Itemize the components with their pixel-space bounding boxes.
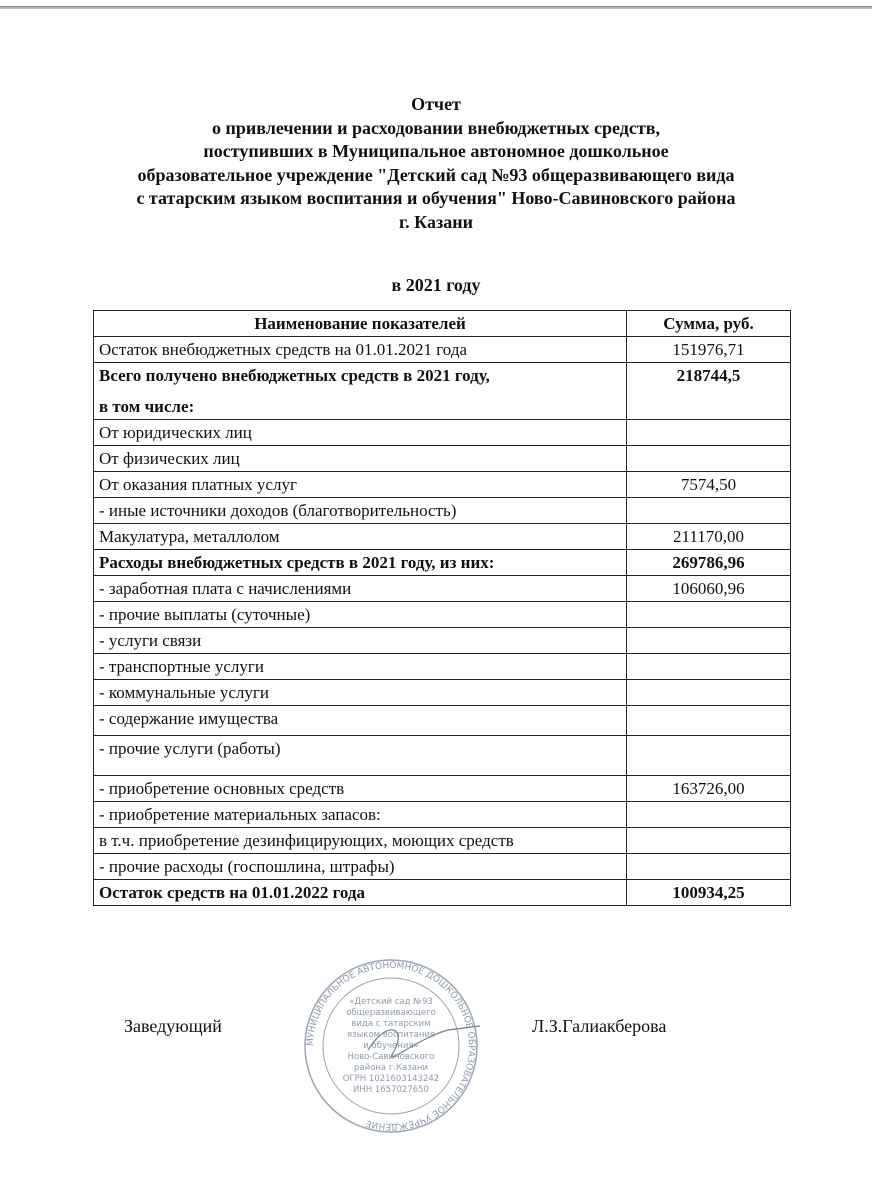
table-row [94,628,791,654]
report-table [93,310,791,906]
official-stamp [298,958,484,1134]
stamp-text: района г.Казани [353,1063,429,1073]
row-sum [627,854,791,880]
table-row [94,654,791,680]
row-name [94,576,627,602]
stamp-text: ОГРН 1021603143242 [342,1074,440,1084]
row-name [94,706,627,736]
row-name-text: - услуги связи [99,631,202,650]
row-name [94,802,627,828]
row-name-text: - приобретение материальных запасов: [99,805,381,824]
row-name [94,854,627,880]
table-row [94,363,791,420]
table-row [94,828,791,854]
table-row [94,776,791,802]
stamp-text: Ново-Савиновского [347,1052,435,1062]
row-name-text: в т.ч. приобретение дезинфицирующих, моющих средств [99,831,514,850]
row-name-text: - прочие выплаты (суточные) [99,605,311,624]
row-name [94,363,627,420]
table-row [94,498,791,524]
row-name [94,880,627,906]
title-line: образовательное учреждение "Детский сад №93 общеразвивающего вида [137,164,735,185]
row-name [94,550,627,576]
row-sum: 218744,5 [627,363,791,420]
table-row [94,602,791,628]
table-row [94,736,791,776]
row-sum [627,446,791,472]
table-header [94,311,791,337]
row-name-text: Расходы внебюджетных средств в 2021 году, из них: [99,553,495,572]
row-name [94,337,627,363]
scan-edge [0,6,872,9]
row-name [94,420,627,446]
row-name [94,654,627,680]
row-name-text: - заработная плата с начислениями [99,579,352,598]
table-row [94,446,791,472]
stamp-text: «Детский сад №93 [349,997,433,1007]
row-name-text: Макулатура, металлолом [99,527,280,546]
report-year: в 2021 году [391,275,481,295]
row-sum: 151976,71 [627,337,791,363]
table-row [94,854,791,880]
row-name [94,602,627,628]
row-sum [627,602,791,628]
row-name [94,446,627,472]
title-line: поступивших в Муниципальное автономное дошкольное [203,141,669,161]
row-sum [627,628,791,654]
row-name [94,828,627,854]
stamp-text: и обучения» [363,1041,419,1051]
table-row [94,706,791,736]
row-sum [627,802,791,828]
row-name-text: Остаток средств на 01.01.2022 года [99,883,366,902]
row-sum [627,680,791,706]
table-row [94,524,791,550]
row-name-text: - содержание имущества [99,709,279,728]
row-name-text: - прочие расходы (госпошлина, штрафы) [99,857,395,876]
row-sum [627,654,791,680]
row-name-text: в том числе: [99,397,195,416]
row-name-text: - иные источники доходов (благотворительность) [99,501,457,520]
row-name-text: От физических лиц [99,449,240,468]
svg-text:МУНИЦИПАЛЬНОЕ АВТОНОМНОЕ ДОШКО: МУНИЦИПАЛЬНОЕ АВТОНОМНОЕ ДОШКОЛЬНОЕ ОБРАЗОВАТЕЛЬНОЕ УЧРЕЖДЕНИЕ [305,960,477,1132]
row-sum [627,736,791,776]
row-name-text: От юридических лиц [99,423,252,442]
row-sum: 211170,00 [627,524,791,550]
row-sum [627,828,791,854]
row-name-text: - транспортные услуги [99,657,264,676]
table-row [94,680,791,706]
table-row [94,880,791,906]
table-row [94,802,791,828]
table-row [94,472,791,498]
row-sum: 106060,96 [627,576,791,602]
row-name-text: - приобретение основных средств [99,779,345,798]
signatory-name: Л.З.Галиакберова [532,1016,667,1036]
row-sum [627,420,791,446]
table-row [94,337,791,363]
row-name [94,498,627,524]
title-line: о привлечении и расходовании внебюджетных средств, [212,117,660,138]
row-sum: 163726,00 [627,776,791,802]
title-line: г. Казани [399,211,473,232]
header-sum: Сумма, руб. [627,311,791,337]
row-name [94,524,627,550]
row-sum [627,498,791,524]
table-row [94,420,791,446]
row-name [94,680,627,706]
row-name-text: Остаток внебюджетных средств на 01.01.2021 года [99,340,468,359]
row-name [94,472,627,498]
table-row [94,576,791,602]
row-name-text: Всего получено внебюджетных средств в 2021 году, [99,366,490,385]
stamp-text: языком воспитания [346,1030,436,1040]
header-name: Наименование показателей [94,311,627,337]
row-name-text: - прочие услуги (работы) [99,739,281,758]
title-line: Отчет [411,94,461,114]
document-title [0,93,872,234]
row-name-text: От оказания платных услуг [99,475,297,494]
title-line: с татарским языком воспитания и обучения" Ново-Савиновского района [136,188,736,208]
table-row [94,550,791,576]
stamp-text: общеразвивающего [346,1008,436,1018]
stamp-text: ИНН 1657027650 [353,1085,429,1095]
stamp-text: вида с татарским [351,1019,431,1029]
row-name [94,736,627,776]
row-sum [627,706,791,736]
row-sum: 100934,25 [627,880,791,906]
signatory-position: Заведующий [124,1016,222,1036]
row-name-text: - коммунальные услуги [99,683,269,702]
row-name [94,776,627,802]
row-sum: 269786,96 [627,550,791,576]
row-sum: 7574,50 [627,472,791,498]
row-name [94,628,627,654]
